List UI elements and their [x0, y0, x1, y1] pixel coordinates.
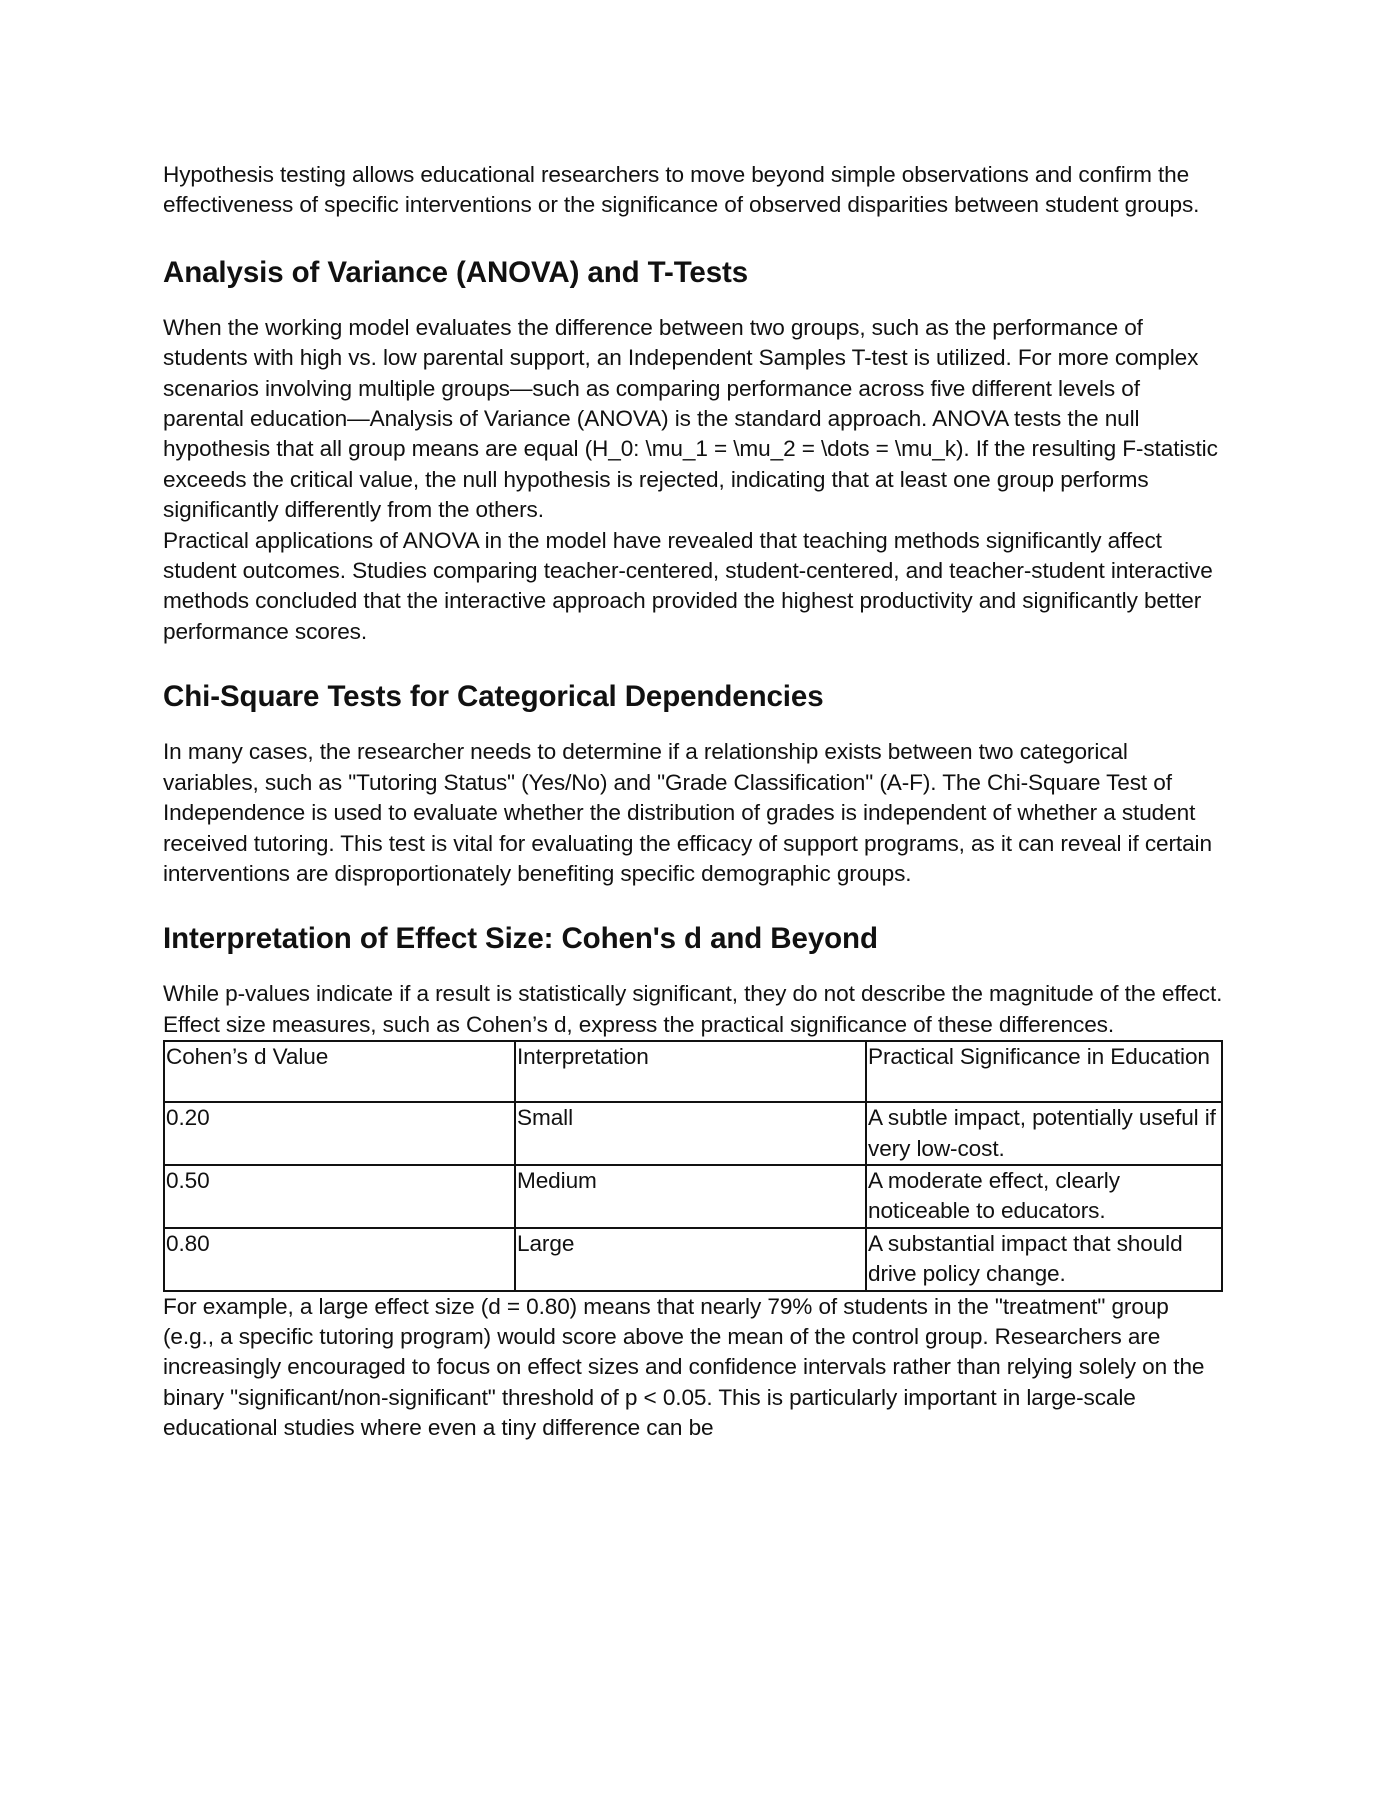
- table-cell: 0.80: [164, 1228, 515, 1291]
- heading-anova-t-tests: Analysis of Variance (ANOVA) and T-Tests: [163, 255, 749, 289]
- table-cell: Medium: [515, 1165, 866, 1228]
- paragraph-anova-description: When the working model evaluates the difference between two groups, such as the performance of students with high vs. low parental support, an Independent Samples T-test is utilized. For more complex scenarios involving multiple groups—such as comparing performance across five different levels of parental education—Analysis of Variance (ANOVA) is the standard approach. ANOVA tests the null hypothesis that all group means are equal (H_0: \mu_1 = \mu_2 = \dots = \mu_k). If the resulting F-statistic exceeds the critical value, the null hypothesis is rejected, indicating that at least one group performs significantly differently from the others.: [163, 314, 1218, 523]
- table-header-cell: Interpretation: [515, 1041, 866, 1102]
- table-header-row: [164, 1041, 1222, 1102]
- heading-effect-size: Interpretation of Effect Size: Cohen's d and Beyond: [163, 922, 878, 956]
- table-header-cell: Practical Significance in Education: [866, 1041, 1222, 1102]
- document-page: [163, 160, 1223, 1444]
- paragraph-anova-applications: Practical applications of ANOVA in the model have revealed that teaching methods significantly affect student outcomes. Studies comparing teacher-centered, student-centered, and teacher-student interactive methods concluded that the interactive approach provided the highest productivity and significantly better performance scores.: [163, 527, 1213, 644]
- heading-chi-square: Chi-Square Tests for Categorical Dependencies: [163, 680, 824, 714]
- table-cell: Small: [515, 1102, 866, 1165]
- table-cell: A subtle impact, potentially useful if very low-cost.: [866, 1102, 1222, 1165]
- effect-size-table: [163, 1040, 1223, 1291]
- table-cell: Large: [515, 1228, 866, 1291]
- paragraph-effect-size-intro: While p-values indicate if a result is statistically significant, they do not describe the magnitude of the effect. Effect size measures, such as Cohen’s d, express the practical significance of these differences.: [163, 981, 1223, 1037]
- table-cell: A substantial impact that should drive policy change.: [866, 1228, 1222, 1291]
- table-row: [164, 1165, 1222, 1228]
- table-cell: 0.20: [164, 1102, 515, 1165]
- table-cell: 0.50: [164, 1165, 515, 1228]
- intro-paragraph: Hypothesis testing allows educational researchers to move beyond simple observations and confirm the effectiveness of specific interventions or the significance of observed disparities between student groups.: [163, 162, 1200, 218]
- table-header-cell: Cohen’s d Value: [164, 1041, 515, 1102]
- table-row: [164, 1228, 1222, 1291]
- table-cell: A moderate effect, clearly noticeable to educators.: [866, 1165, 1222, 1228]
- paragraph-effect-size-example: For example, a large effect size (d = 0.80) means that nearly 79% of students in the "treatment" group (e.g., a specific tutoring program) would score above the mean of the control group. Researchers are increasingly encouraged to focus on effect sizes and confidence intervals rather than relying solely on the binary "significant/non-significant" threshold of p < 0.05. This is particularly important in large-scale educational studies where even a tiny difference can be: [163, 1293, 1205, 1441]
- paragraph-chi-square: In many cases, the researcher needs to determine if a relationship exists between two categorical variables, such as "Tutoring Status" (Yes/No) and "Grade Classification" (A-F). The Chi-Square Test of Independence is used to evaluate whether the distribution of grades is independent of whether a student received tutoring. This test is vital for evaluating the efficacy of support programs, as it can reveal if certain interventions are disproportionately benefiting specific demographic groups.: [163, 739, 1212, 886]
- table-row: [164, 1102, 1222, 1165]
